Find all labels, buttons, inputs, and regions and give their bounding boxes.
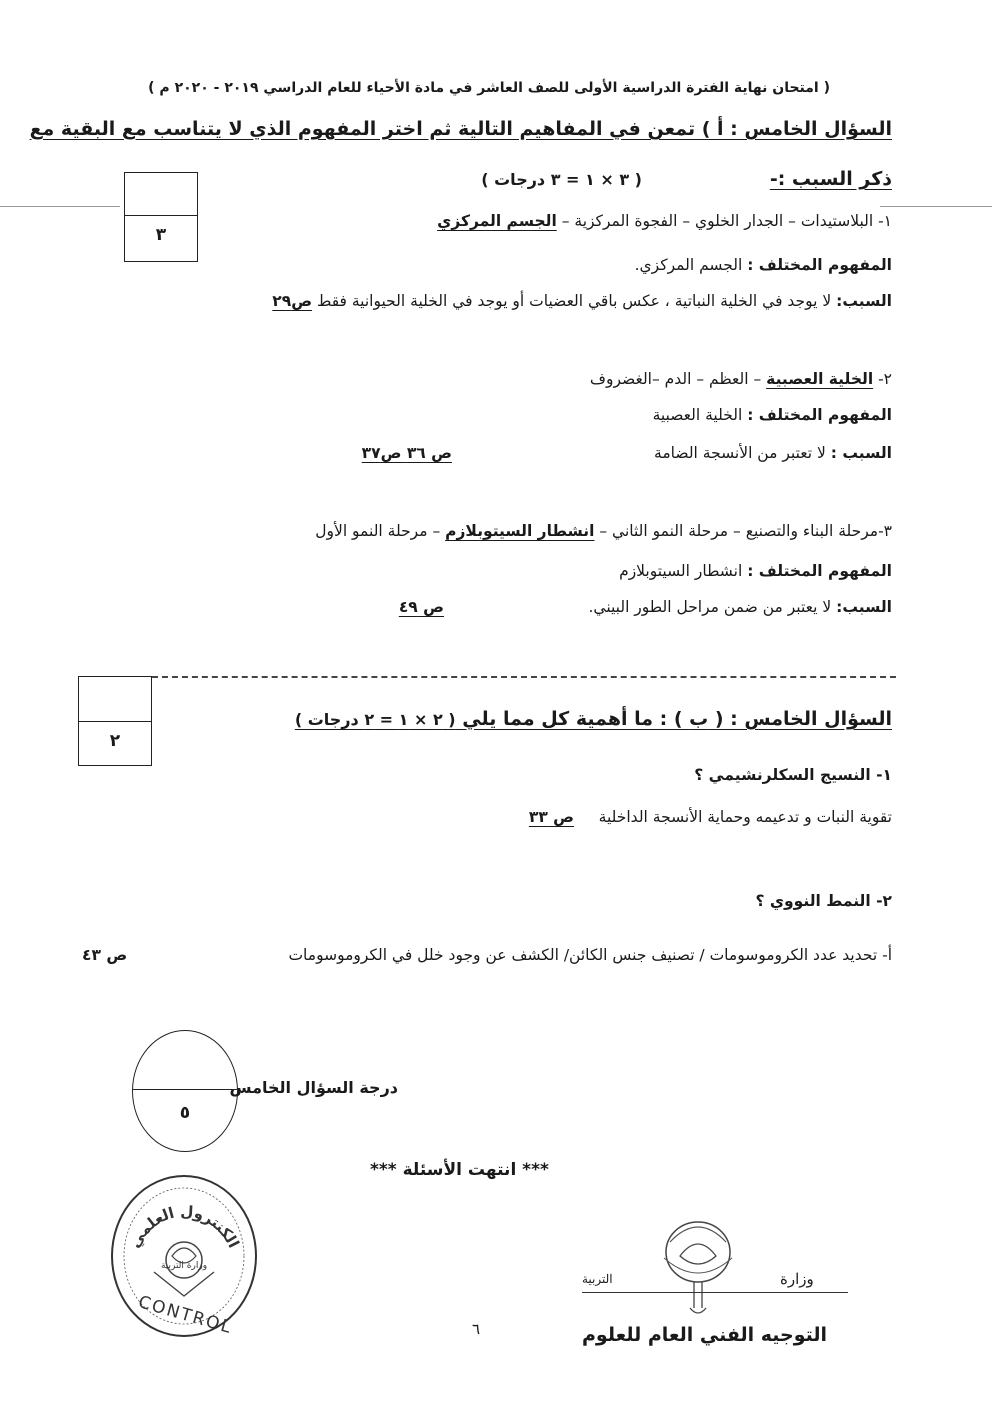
item-3-different-label: المفهوم المختلف : (747, 562, 892, 580)
item-2-different (653, 406, 892, 424)
item-3-reason-label: السبب: (836, 598, 892, 616)
question-b-letter: ب (689, 708, 709, 730)
item-1-different-value: الجسم المركزي. (634, 256, 743, 274)
end-note: *** انتهت الأسئلة *** (370, 1160, 549, 1180)
b-item-1-page-ref: ص ٣٣ (528, 808, 575, 826)
total-score-circle (132, 1030, 238, 1152)
score-box-b (78, 676, 152, 766)
question-b-marks: ( ٢ × ١ = ٢ درجات ) (294, 710, 456, 729)
item-2-options: – العظم – الدم –الغضروف (589, 370, 762, 388)
item-1-different (635, 256, 892, 274)
section-separator (152, 676, 896, 678)
b-item-1-question: ١- النسيج السكلرنشيمي ؟ (694, 766, 892, 784)
item-3-answer-term: انشطار السيتوبلازم (445, 522, 595, 540)
question-b-title-prefix: السؤال الخامس : ( (708, 708, 892, 730)
item-1-reason-value: لا يوجد في الخلية النباتية ، عكس باقي العضيات أو يوجد في الخلية الحيوانية فقط (316, 292, 832, 310)
item-1-reason (272, 292, 892, 310)
item-2-number: ٢- (878, 370, 892, 388)
score-box-a (124, 172, 198, 262)
reason-heading: ذكر السبب :- (769, 168, 892, 190)
item-2-reason-value: لا تعتبر من الأنسجة الضامة (654, 444, 826, 462)
item-1-answer-term: الجسم المركزي (437, 212, 557, 230)
item-1-line (437, 212, 892, 230)
item-2-reason (654, 444, 892, 462)
footer-ministry-left: وزارة (780, 1270, 814, 1288)
total-score-label: درجة السؤال الخامس (229, 1078, 398, 1097)
footer-department: التوجيه الفني العام للعلوم (582, 1324, 828, 1346)
b-item-2-page-ref: ص ٤٣ (82, 946, 128, 964)
item-3-line (315, 522, 892, 540)
svg-text:الكنترول العلمي (125, 1202, 242, 1251)
item-2-different-value: الخلية العصبية (652, 406, 743, 424)
item-3-reason-value: لا يعتبر من ضمن مراحل الطور البيني. (588, 598, 832, 616)
item-1-reason-label: السبب: (836, 292, 892, 310)
item-1-options: ١- البلاستيدات – الجدار الخلوي – الفجوة المركزية – (556, 212, 892, 230)
control-stamp-ministry: وزارة التربية (160, 1261, 208, 1271)
scan-line (0, 206, 120, 207)
item-3-different-value: انشطار السيتوبلازم (619, 562, 743, 580)
score-b-value: ٢ (109, 731, 121, 751)
item-2-different-label: المفهوم المختلف : (747, 406, 892, 424)
scan-line (880, 206, 992, 207)
item-3-reason (588, 598, 892, 616)
b-item-1-answer-line (529, 808, 892, 826)
footer-ministry-right: التربية (582, 1272, 613, 1286)
control-stamp-top-text: الكنترول العلمي (125, 1202, 243, 1251)
total-score-value: ٥ (179, 1103, 191, 1123)
question-b-title-mid: ) : ما أهمية كل مما يلي (455, 708, 690, 730)
item-1-different-label: المفهوم المختلف : (747, 256, 892, 274)
question-a-marks: ( ٣ × ١ = ٣ درجات ) (481, 170, 642, 189)
control-stamp (104, 1160, 264, 1340)
item-2-answer-term: الخلية العصبية (766, 370, 874, 388)
question-b-title (295, 708, 892, 730)
item-3-page-ref: ص ٤٩ (398, 598, 444, 616)
b-item-2-question: ٢- النمط النووي ؟ (755, 892, 892, 910)
item-3-different (619, 562, 892, 580)
item-2-line (590, 370, 892, 388)
b-item-2-answer: أ- تحديد عدد الكروموسومات / تصنيف جنس الكائن/ الكشف عن وجود خلل في الكروموسومات (288, 946, 892, 964)
score-a-value: ٣ (155, 225, 167, 245)
exam-header: ( امتحان نهاية الفترة الدراسية الأولى للصف العاشر في مادة الأحياء للعام الدراسي ٢٠١٩ - ٢٠٢٠ م ) (148, 80, 830, 96)
control-stamp-bottom-text: CONTROL (135, 1292, 235, 1339)
b-item-1-answer: تقوية النبات و تدعيمه وحماية الأنسجة الداخلية (598, 808, 892, 826)
question-a-title: السؤال الخامس : أ ) تمعن في المفاهيم التالية ثم اختر المفهوم الذي لا يتناسب مع البقية مع (29, 118, 892, 140)
item-3-options: ٣-مرحلة البناء والتصنيع – مرحلة النمو الثاني – (594, 522, 892, 540)
footer-rule (582, 1292, 848, 1293)
item-1-page-ref: ص٢٩ (272, 292, 313, 310)
ministry-emblem (650, 1212, 746, 1322)
item-2-reason-label: السبب : (830, 444, 892, 462)
item-3-options-end: – مرحلة النمو الأول (315, 522, 446, 540)
page-number: ٦ (472, 1320, 481, 1338)
item-2-page-ref: ص ٣٦ ص٣٧ (361, 444, 452, 462)
